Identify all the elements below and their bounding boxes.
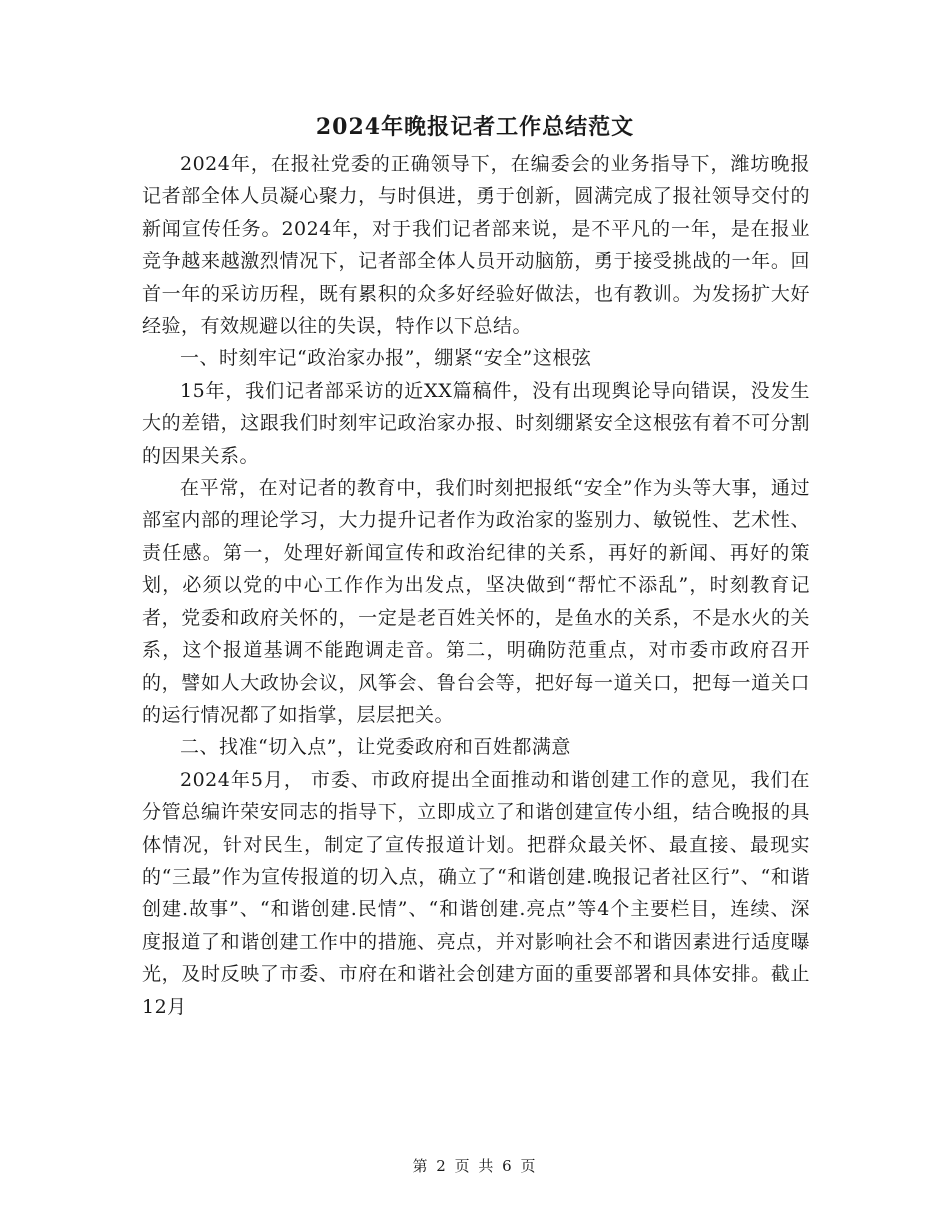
paragraph-section1-b: 在平常，在对记者的教育中，我们时刻把报纸“安全”作为头等大事，通过部室内部的理论学习，大力提升记者作为政治家的鉴别力、敏锐性、艺术性、责任感。第一，处理好新闻宣传和政治纪律的关系，再好的新闻、再好的策划，必须以党的中心工作作为出发点，坚决做到“帮忙不添乱”，时刻教育记者，党委和政府关怀的，一定是老百姓关怀的，是鱼水的关系，不是水火的关系，这个报道基调不能跑调走音。第二，明确防范重点，对市委市政府召开的，譬如人大政协会议，风筝会、鲁台会等，把好每一道关口，把每一道关口的运行情况都了如指掌，层层把关。 (142, 477, 810, 726)
paragraph-intro: 2024年，在报社党委的正确领导下，在编委会的业务指导下，潍坊晚报记者部全体人员凝心聚力，与时俱进，勇于创新，圆满完成了报社领导交付的新闻宣传任务。2024年，对于我们记者部来说，是不平凡的一年，是在报业竞争越来越激烈情况下，记者部全体人员开动脑筋，勇于接受挑战的一年。回首一年的采访历程，既有累积的众多好经验好做法，也有教训。为发扬扩大好经验，有效规避以往的失误，特作以下总结。 (142, 153, 810, 338)
document-title: 2024年晚报记者工作总结范文 (315, 114, 635, 140)
paragraph-section1-a: 15年，我们记者部采访的近XX篇稿件，没有出现舆论导向错误，没发生大的差错，这跟我们时刻牢记政治家办报、时刻绷紧安全这根弦有着不可分割的因果关系。 (142, 379, 810, 467)
section-heading-2: 二、找准“切入点”，让党委政府和百姓都满意 (180, 736, 571, 759)
section-heading-1: 一、时刻牢记“政治家办报”，绷紧“安全”这根弦 (180, 347, 592, 370)
page-number-footer: 第 2 页 共 6 页 (412, 1157, 538, 1175)
document-body (142, 148, 810, 1023)
paragraph-section2-a: 2024年5月， 市委、市政府提出全面推动和谐创建工作的意见，我们在分管总编许荣安同志的指导下，立即成立了和谐创建宣传小组，结合晚报的具体情况，针对民生，制定了宣传报道计划。把群众最关怀、最直接、最现实的“三最”作为宣传报道的切入点，确立了“和谐创建.晚报记者社区行”、“和谐创建.故事”、“和谐创建.民情”、“和谐创建.亮点”等4个主要栏目，连续、深度报道了和谐创建工作中的措施、亮点，并对影响社会不和谐因素进行适度曝光，及时反映了市委、市府在和谐社会创建方面的重要部署和具体安排。截止12月 (142, 768, 810, 1018)
